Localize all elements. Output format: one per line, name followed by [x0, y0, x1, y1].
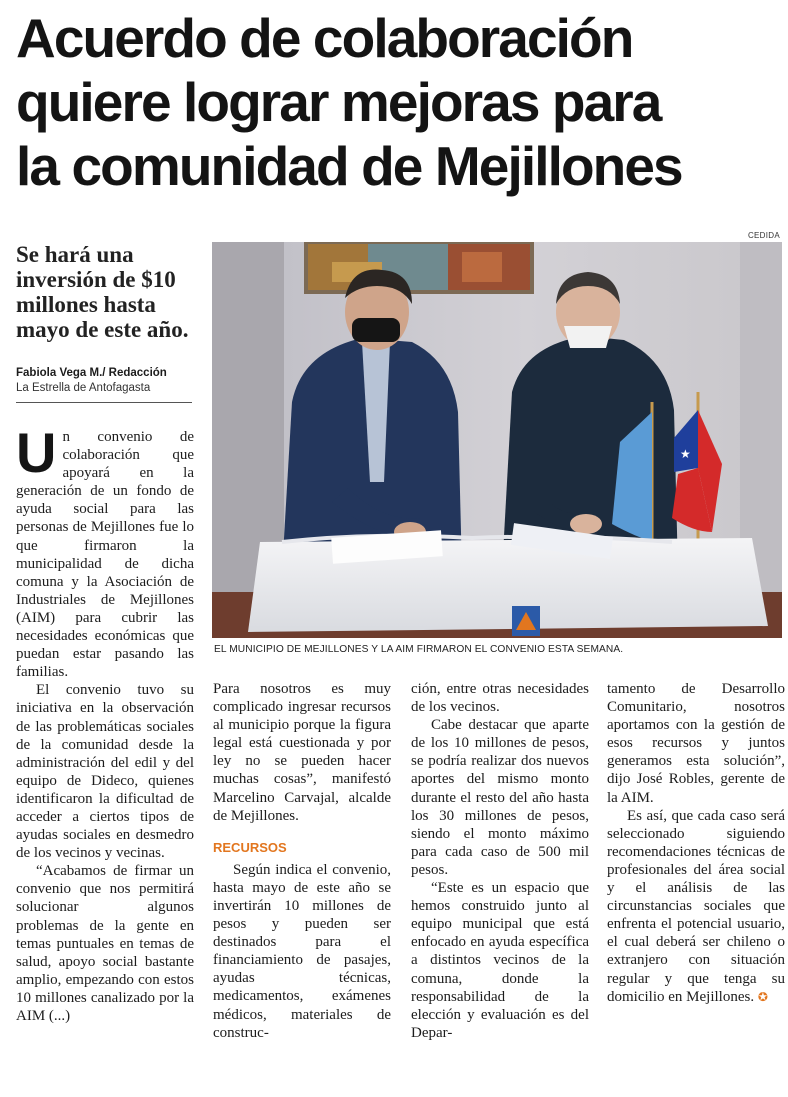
painting — [304, 242, 534, 294]
paragraph: El convenio tuvo su iniciativa en la observación de las problemáticas sociales de la comunidad desde la administración del edil y del equipo de Dideco, quienes identificaron la dificultad de acceder a ciertos tipos de ayudas sociales en desmedro de los vecinos y vecinas. — [16, 682, 194, 862]
article-column-3 — [411, 680, 589, 1042]
paragraph-text: n convenio de colaboración que apoyará en la generación de un fondo de ayuda social para las personas de Mejillones fue lo que firmaron la municipalidad de dicha comuna y la Asociación de Industriales de Mejillones (AIM) para cubrir las necesidades económicas que puedan estar pasando las familias. — [16, 429, 194, 681]
author-name: Fabiola Vega M./ Redacción — [16, 367, 167, 379]
publication-name: La Estrella de Antofagasta — [16, 382, 151, 394]
headline-line: Acuerdo de colaboración — [16, 7, 633, 69]
photo-credit: CEDIDA — [747, 231, 780, 240]
table — [248, 538, 768, 632]
paragraph: ción, entre otras necesidades de los vecinos. — [411, 681, 589, 716]
article-deck: Se hará una inversión de $10 millones hasta mayo de este año. — [16, 242, 189, 342]
paragraph: “Este es un espacio que hemos construido junto al equipo municipal que está enfocado en ayuda específica a distintos vecinos de la comuna, donde la responsabilidad de la elección y evaluación es del Depar- — [411, 880, 589, 1041]
headline-line: la comunidad de Mejillones — [16, 135, 682, 197]
paragraph: tamento de Desarrollo Comunitario, nosotros aportamos con la gestión de esos recursos y juntos generamos esta solución”, dijo José Robles, gerente de la AIM. — [607, 681, 785, 806]
drop-cap: U — [16, 421, 57, 484]
article-photo — [212, 242, 782, 638]
article-column-4 — [607, 680, 785, 1006]
end-mark-icon: ✪ — [757, 989, 768, 1004]
photo-caption: EL MUNICIPIO DE MEJILLONES Y LA AIM FIRMARON EL CONVENIO ESTA SEMANA. — [214, 644, 624, 655]
headline-line: quiere lograr mejoras para — [16, 71, 661, 133]
paragraph: “Acabamos de firmar un convenio que nos permitirá solucionar algunos problemas de la gente en temas puntuales en temas de salud, apoyo social bastante amplio, empezando con estos 10 millones canalizado por la AIM (...) — [16, 863, 194, 1024]
article-column-2 — [213, 680, 391, 1042]
paragraph: Para nosotros es muy complicado ingresar recursos al municipio porque la figura legal está cuestionada y por ley no se pueden hacer muchas cosas”, manifestó Marcelino Carvajal, alcalde de Mejillones. — [213, 681, 391, 824]
svg-text:★: ★ — [680, 447, 691, 461]
paragraph — [607, 807, 785, 1006]
headline — [16, 6, 786, 198]
paragraph: Cabe destacar que aparte de los 10 millones de pesos, se podría realizar dos nuevos aportes del mismo monto durante el resto del año hasta los 30 millones de pesos, siendo el monto máximo para cada caso de 500 mil pesos. — [411, 717, 589, 878]
section-heading: RECURSOS — [213, 839, 287, 855]
paragraph-text: Es así, que cada caso será seleccionado siguiendo recomendaciones técnicas de profesionales del área social y el análisis de las circunstancias sociales que enfrenta el potencial usuario, el cual deberá ser chileno o extranjero con situación regular y que tenga su domicilio en Mejillones. — [607, 807, 785, 1005]
paragraph: Según indica el convenio, hasta mayo de este año se invertirán 10 millones de pesos y pueden ser destinados para el financiamiento de pasajes, ayudas técnicas, medicamentos, exámenes médicos, materiales de construc- — [213, 861, 391, 1041]
byline — [16, 366, 192, 403]
article-column-1 — [16, 421, 194, 1025]
signing-photo-illustration — [212, 242, 782, 638]
paragraph — [16, 421, 194, 681]
